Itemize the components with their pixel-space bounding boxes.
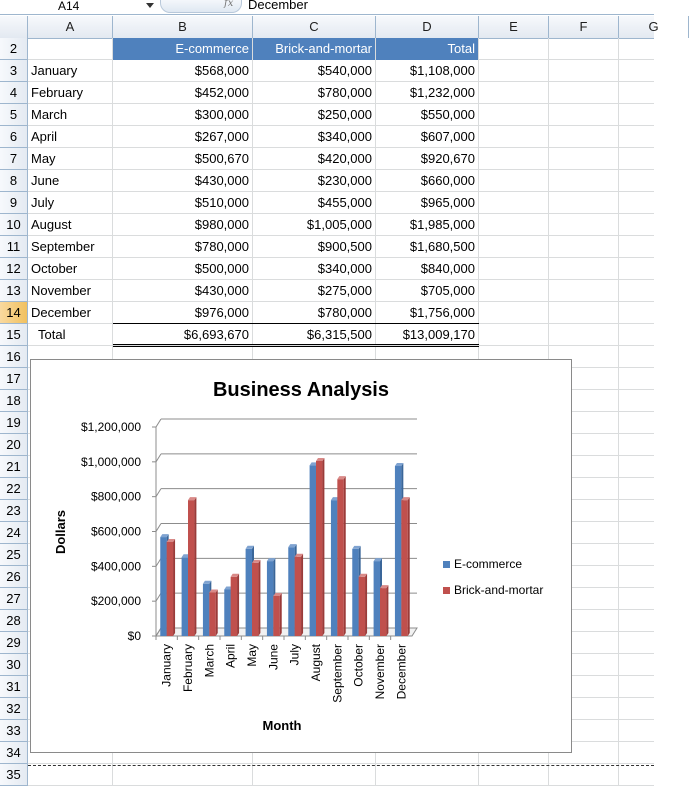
row-label-cell[interactable]: March: [31, 107, 68, 122]
bar-e-commerce-march: [203, 584, 209, 636]
table-cell[interactable]: $267,000: [194, 129, 249, 144]
formula-bar: [0, 0, 654, 15]
row-header-14[interactable]: 14: [0, 302, 28, 324]
x-tick-label: July: [287, 644, 302, 666]
select-all-corner[interactable]: [0, 16, 28, 38]
column-header-b[interactable]: B: [113, 16, 253, 38]
bar-e-commerce-august: [310, 465, 316, 636]
row-header-34[interactable]: 34: [0, 742, 28, 764]
row-header-27[interactable]: 27: [0, 588, 28, 610]
row-header-31[interactable]: 31: [0, 676, 28, 698]
table-cell[interactable]: $1,985,000: [409, 217, 475, 232]
legend-swatch: [443, 587, 450, 594]
row-header-18[interactable]: 18: [0, 390, 28, 412]
column-header-c[interactable]: C: [253, 16, 376, 38]
row-label-cell[interactable]: July: [31, 195, 55, 210]
gridline-depth: [156, 524, 161, 532]
bar-brick-and-mortar-september: [337, 479, 343, 636]
gridline-depth: [156, 419, 161, 427]
table-cell[interactable]: $500,670: [194, 151, 249, 166]
bar-side: [365, 574, 367, 636]
bar-brick-and-mortar-december: [401, 500, 407, 636]
x-tick-label: February: [181, 644, 195, 693]
bar-brick-and-mortar-june: [273, 596, 279, 636]
table-cell[interactable]: $980,000: [194, 217, 249, 232]
table-header-cell[interactable]: E-commerce: [113, 38, 252, 60]
row-header-23[interactable]: 23: [0, 500, 28, 522]
chart-title: Business Analysis: [212, 379, 390, 401]
bar-brick-and-mortar-april: [231, 577, 237, 636]
legend-label: E-commerce: [454, 557, 523, 571]
row-header-15[interactable]: 15: [0, 324, 28, 346]
row-header-32[interactable]: 32: [0, 698, 28, 720]
x-tick-label: March: [202, 644, 217, 678]
gridline-depth: [156, 454, 161, 462]
bar-e-commerce-april: [224, 589, 230, 636]
table-cell[interactable]: $1,680,500: [409, 239, 475, 254]
table-cell[interactable]: $900,500: [317, 239, 372, 254]
bar-e-commerce-june: [267, 561, 273, 636]
table-cell[interactable]: $920,670: [420, 151, 475, 166]
row-label-cell[interactable]: May: [31, 151, 56, 166]
table-cell[interactable]: $300,000: [194, 107, 249, 122]
row-header-20[interactable]: 20: [0, 434, 28, 456]
bar-e-commerce-july: [288, 547, 294, 636]
x-tick-label: June: [266, 644, 281, 671]
bar-side: [173, 539, 175, 636]
x-tick-label: January: [159, 644, 174, 687]
table-cell[interactable]: $430,000: [194, 283, 249, 298]
y-tick-label: $0: [127, 629, 141, 643]
table-header-cell[interactable]: Total: [376, 38, 478, 60]
row-label-cell[interactable]: April: [31, 129, 58, 144]
y-tick-label: $1,200,000: [80, 420, 141, 434]
row-header-9[interactable]: 9: [0, 192, 28, 214]
table-cell[interactable]: $452,000: [194, 85, 249, 100]
row-label-cell[interactable]: November: [31, 283, 91, 298]
row-label-cell[interactable]: June: [31, 173, 60, 188]
legend-label: Brick-and-mortar: [454, 583, 544, 597]
x-tick-label: September: [330, 644, 345, 703]
x-axis-title: Month: [262, 718, 302, 733]
x-tick-label: May: [245, 644, 259, 667]
column-header-d[interactable]: D: [376, 16, 479, 38]
table-cell[interactable]: $1,005,000: [306, 217, 372, 232]
bar-brick-and-mortar-august: [316, 461, 322, 636]
table-cell[interactable]: $965,000: [420, 195, 475, 210]
column-headers: [0, 16, 659, 39]
table-header-cell[interactable]: Brick-and-mortar: [253, 38, 375, 60]
bar-brick-and-mortar-july: [295, 557, 301, 636]
bar-brick-and-mortar-january: [167, 542, 173, 636]
table-cell[interactable]: $500,000: [194, 261, 249, 276]
row-header-5[interactable]: 5: [0, 104, 28, 126]
bar-side: [386, 585, 388, 636]
column-header-e[interactable]: E: [479, 16, 549, 38]
table-cell[interactable]: $230,000: [317, 173, 372, 188]
row-header-24[interactable]: 24: [0, 522, 28, 544]
legend-swatch: [443, 561, 450, 568]
row-label-cell[interactable]: October: [31, 261, 78, 276]
table-cell[interactable]: $275,000: [317, 283, 372, 298]
x-tick-label: April: [223, 644, 238, 669]
gridline-depth: [156, 489, 161, 497]
y-tick-label: $200,000: [90, 594, 141, 609]
row-header-3[interactable]: 3: [0, 60, 28, 82]
chart[interactable]: [30, 359, 572, 753]
row-header-25[interactable]: 25: [0, 544, 28, 566]
table-cell[interactable]: $1,108,000: [409, 63, 475, 78]
table-cell[interactable]: $1,232,000: [409, 85, 475, 100]
bar-side: [216, 589, 218, 636]
bar-e-commerce-may: [246, 549, 252, 636]
row-label-cell[interactable]: December: [31, 305, 91, 320]
bar-side: [194, 497, 196, 636]
x-tick-label: December: [394, 644, 409, 700]
bar-e-commerce-october: [352, 549, 358, 636]
row-header-33[interactable]: 33: [0, 720, 28, 742]
row-header-2[interactable]: 2: [0, 38, 28, 60]
table-cell[interactable]: $540,000: [317, 63, 372, 78]
row-header-22[interactable]: 22: [0, 478, 28, 500]
row-header-11[interactable]: 11: [0, 236, 28, 258]
formula-input[interactable]: December: [248, 0, 308, 12]
grid-line: [618, 38, 619, 786]
row-header-26[interactable]: 26: [0, 566, 28, 588]
y-tick-label: $1,000,000: [80, 454, 141, 469]
bar-side: [258, 560, 260, 636]
y-axis-title: Dollars: [53, 509, 68, 555]
table-cell[interactable]: $780,000: [317, 85, 372, 100]
total-bottom-border: [113, 344, 479, 347]
total-cell[interactable]: $6,693,670: [183, 327, 249, 342]
bar-side: [408, 497, 410, 636]
gridline-depth: [156, 593, 161, 601]
row-header-12[interactable]: 12: [0, 258, 28, 280]
bar-brick-and-mortar-november: [380, 588, 386, 636]
page-break-line: [28, 765, 654, 766]
bar-side: [344, 476, 346, 636]
row-label-cell[interactable]: September: [31, 239, 95, 254]
table-cell[interactable]: $430,000: [194, 173, 249, 188]
chevron-down-icon[interactable]: [146, 3, 154, 8]
row-header-28[interactable]: 28: [0, 610, 28, 632]
bar-brick-and-mortar-march: [209, 592, 215, 636]
bar-brick-and-mortar-october: [359, 577, 365, 636]
y-tick-label: $400,000: [90, 559, 141, 574]
chart-canvas: [31, 360, 571, 752]
row-header-35[interactable]: 35: [0, 764, 28, 786]
column-header-a[interactable]: A: [28, 16, 113, 38]
row-header-29[interactable]: 29: [0, 632, 28, 654]
bar-side: [280, 593, 282, 636]
total-cell[interactable]: $13,009,170: [402, 327, 475, 342]
bar-brick-and-mortar-february: [188, 500, 194, 636]
table-cell[interactable]: $705,000: [420, 283, 475, 298]
table-cell[interactable]: $550,000: [420, 107, 475, 122]
gridline-depth: [156, 558, 161, 566]
bar-e-commerce-december: [395, 466, 401, 636]
y-tick-label: $800,000: [90, 489, 141, 504]
row-label-cell[interactable]: August: [31, 217, 72, 232]
table-cell[interactable]: $607,000: [420, 129, 475, 144]
row-header-13[interactable]: 13: [0, 280, 28, 302]
row-header-17[interactable]: 17: [0, 368, 28, 390]
x-tick-label: November: [373, 644, 387, 700]
table-cell[interactable]: $568,000: [194, 63, 249, 78]
bar-e-commerce-november: [374, 561, 380, 636]
row-header-8[interactable]: 8: [0, 170, 28, 192]
row-header-10[interactable]: 10: [0, 214, 28, 236]
table-cell[interactable]: $340,000: [317, 129, 372, 144]
column-header-g[interactable]: G: [619, 16, 689, 38]
table-cell[interactable]: $1,756,000: [409, 305, 475, 320]
table-cell[interactable]: $420,000: [317, 151, 372, 166]
bar-brick-and-mortar-may: [252, 563, 258, 636]
y-tick-label: $600,000: [90, 524, 141, 539]
bar-e-commerce-february: [182, 557, 188, 636]
table-cell[interactable]: $455,000: [317, 195, 372, 210]
table-cell[interactable]: $840,000: [420, 261, 475, 276]
x-tick-label: October: [351, 644, 366, 687]
grid-line: [28, 763, 654, 764]
row-header-6[interactable]: 6: [0, 126, 28, 148]
row-header-7[interactable]: 7: [0, 148, 28, 170]
row-header-4[interactable]: 4: [0, 82, 28, 104]
bar-side: [237, 574, 239, 636]
x-tick-label: August: [309, 644, 323, 682]
total-top-border: [113, 323, 479, 324]
row-header-19[interactable]: 19: [0, 412, 28, 434]
table-cell[interactable]: $510,000: [194, 195, 249, 210]
function-icon[interactable]: fx: [224, 0, 234, 9]
bar-e-commerce-september: [331, 500, 337, 636]
table-cell[interactable]: $660,000: [420, 173, 475, 188]
total-cell[interactable]: $6,315,500: [306, 327, 372, 342]
table-cell[interactable]: $250,000: [317, 107, 372, 122]
total-label-cell[interactable]: Total: [38, 327, 66, 342]
name-box[interactable]: A14: [58, 0, 80, 13]
table-cell[interactable]: $780,000: [317, 305, 372, 320]
bar-side: [322, 458, 324, 636]
row-header-16[interactable]: 16: [0, 346, 28, 368]
table-cell[interactable]: $780,000: [194, 239, 249, 254]
bar-side: [301, 554, 303, 636]
row-header-30[interactable]: 30: [0, 654, 28, 676]
table-cell[interactable]: $976,000: [194, 305, 249, 320]
bar-e-commerce-january: [160, 537, 166, 636]
table-cell[interactable]: $340,000: [317, 261, 372, 276]
row-header-21[interactable]: 21: [0, 456, 28, 478]
column-header-f[interactable]: F: [549, 16, 619, 38]
row-label-cell[interactable]: January: [31, 63, 78, 78]
row-label-cell[interactable]: February: [31, 85, 84, 100]
